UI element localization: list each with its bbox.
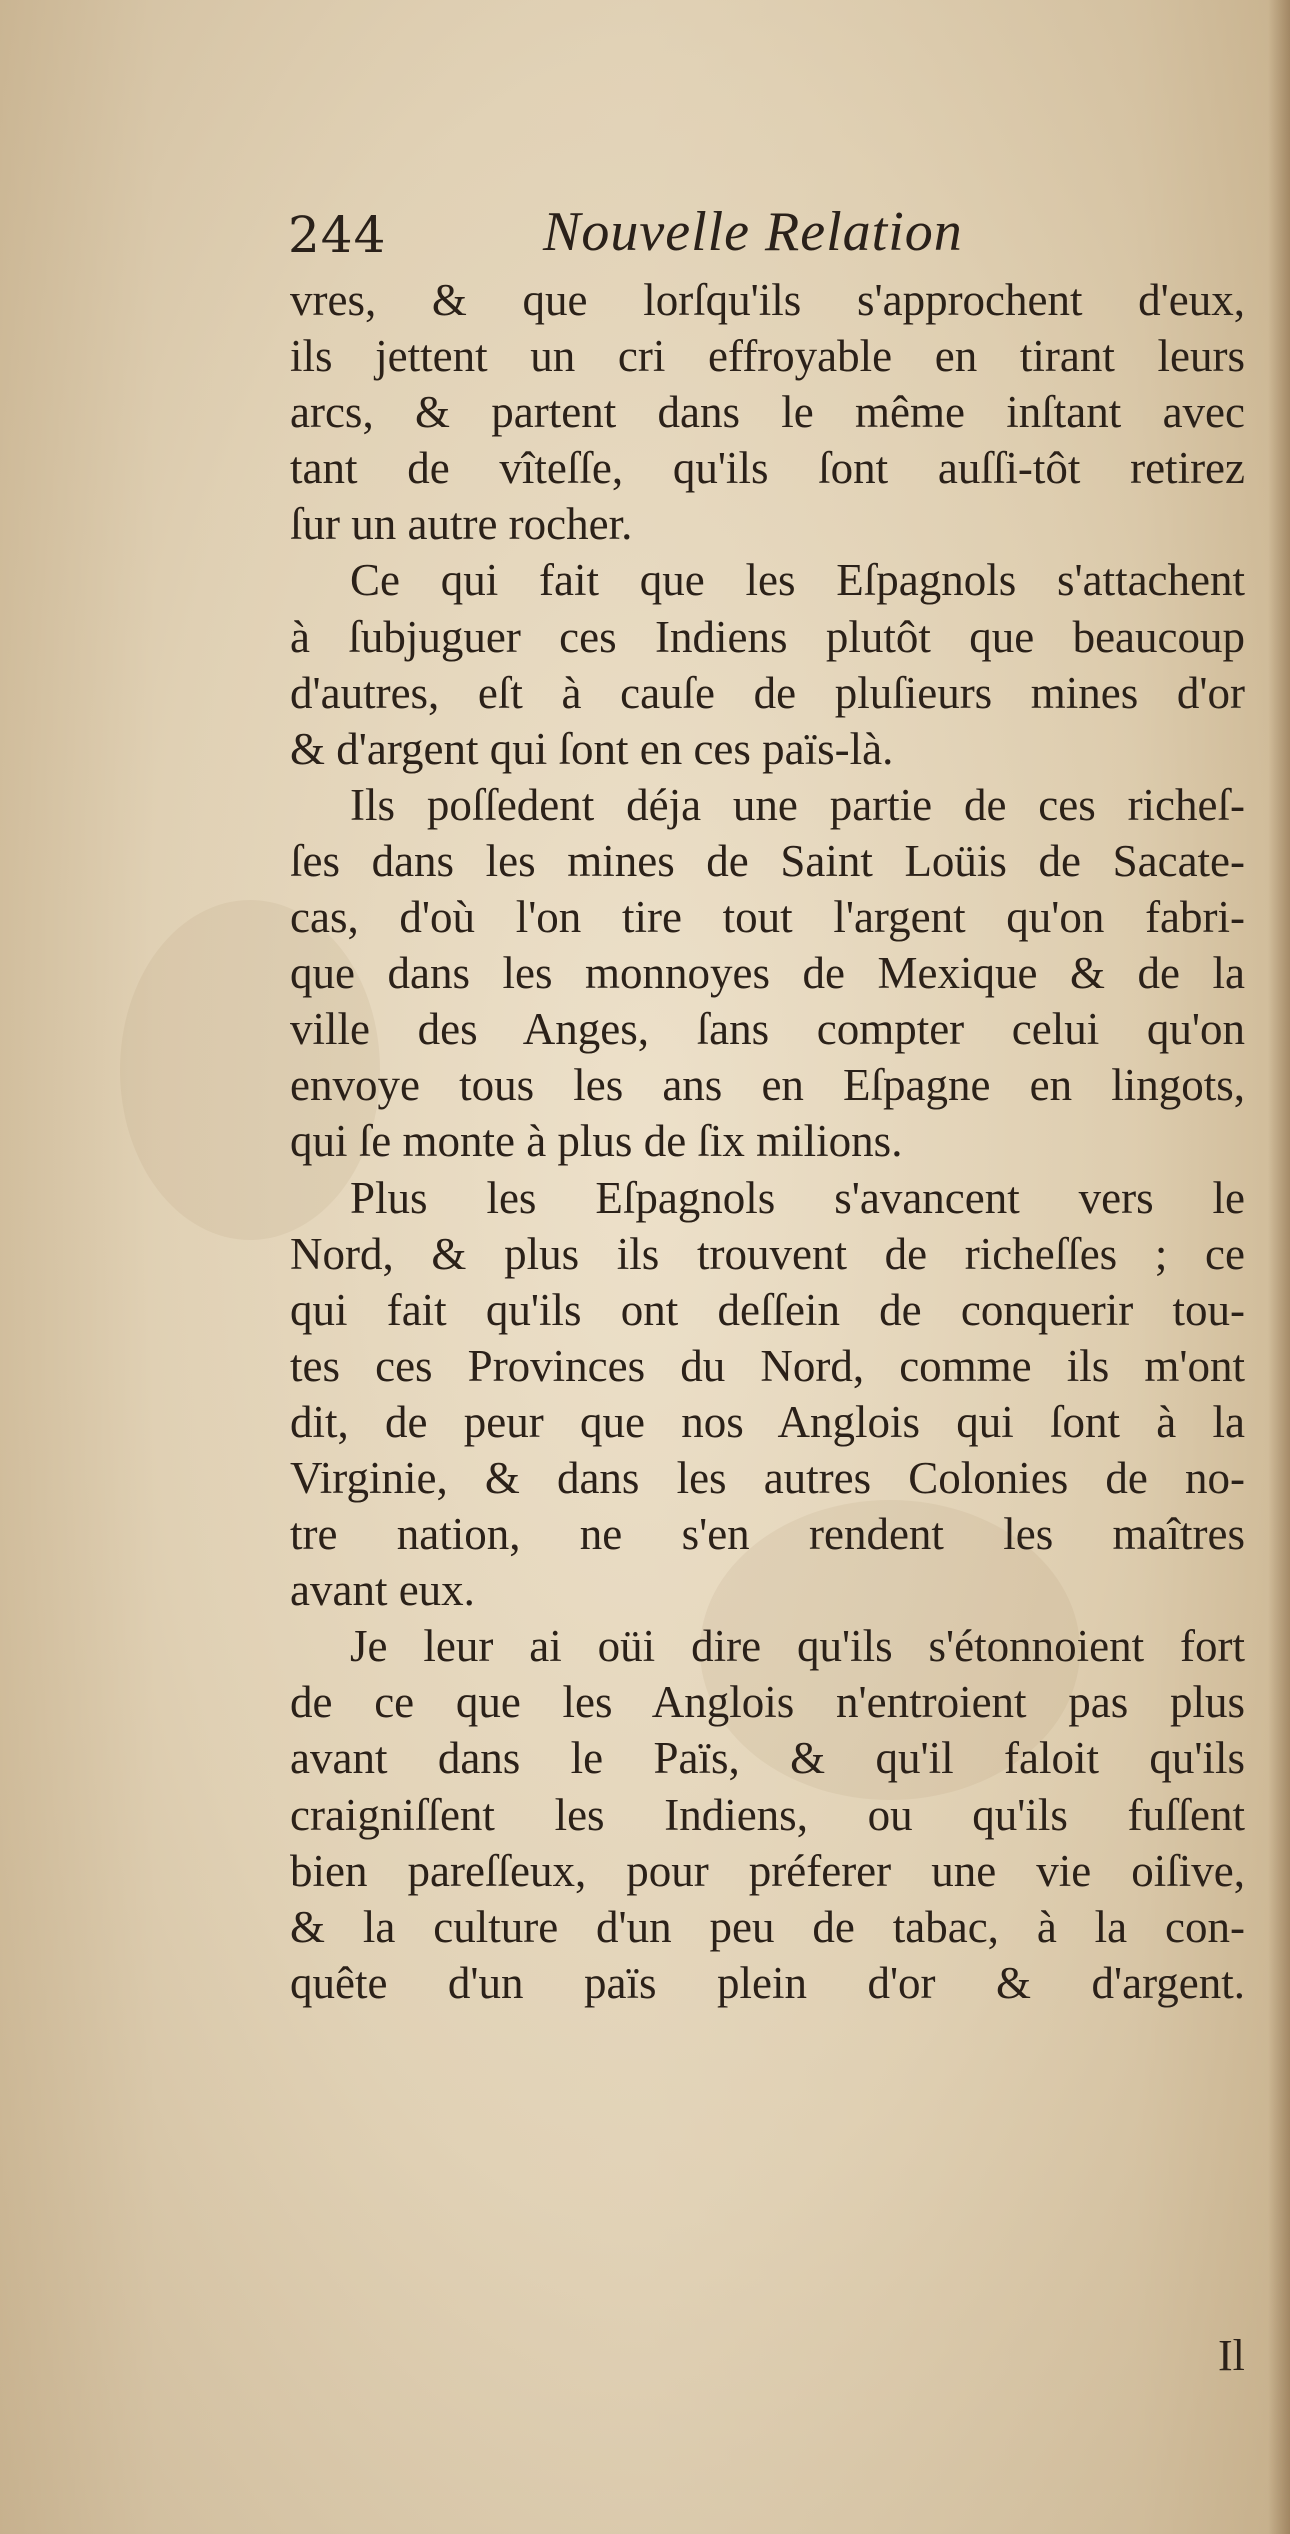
text-line: que dans les monnoyes de Mexique & de la (290, 948, 1245, 999)
text-line: craigniſſent les Indiens, ou qu'ils fuſſent (290, 1789, 1245, 1840)
text-line: Ce qui fait que les Eſpagnols s'attachent (350, 555, 1245, 606)
text-line: envoye tous les ans en Eſpagne en lingots, (290, 1060, 1245, 1111)
text-line: tant de vîteſſe, qu'ils ſont auſſi-tôt retirez (290, 443, 1245, 494)
catchword: Il (1218, 2331, 1245, 2380)
page-edge-shadow (1268, 0, 1290, 2534)
text-line: ſes dans les mines de Saint Loüis de Sacate- (290, 835, 1245, 886)
text-line: qui fait qu'ils ont deſſein de conquerir tou- (290, 1284, 1245, 1335)
text-line: qui ſe monte à plus de ſix milions. (290, 1116, 903, 1167)
text-line: & la culture d'un peu de tabac, à la con- (290, 1901, 1245, 1952)
text-line: tre nation, ne s'en rendent les maîtres (290, 1509, 1245, 1560)
text-line: Nord, & plus ils trouvent de richeſſes ; ce (290, 1228, 1245, 1279)
text-line: & d'argent qui ſont en ces païs-là. (290, 723, 894, 774)
text-line: d'autres, eſt à cauſe de pluſieurs mines d'or (290, 667, 1245, 718)
text-line: tes ces Provinces du Nord, comme ils m'ont (290, 1340, 1245, 1391)
text-line: ville des Anges, ſans compter celui qu'on (290, 1004, 1245, 1055)
text-line: vres, & que lorſqu'ils s'approchent d'eux, (290, 275, 1245, 325)
text-line: Plus les Eſpagnols s'avancent vers le (350, 1172, 1245, 1223)
text-line: de ce que les Anglois n'entroient pas plus (290, 1677, 1245, 1728)
text-line: avant dans le Païs, & qu'il faloit qu'ils (290, 1733, 1245, 1784)
text-line: Virginie, & dans les autres Colonies de no- (290, 1452, 1245, 1503)
text-line: dit, de peur que nos Anglois qui ſont à la (290, 1396, 1245, 1447)
text-line: cas, d'où l'on tire tout l'argent qu'on fabri- (290, 892, 1245, 943)
text-line: Ils poſſedent déja une partie de ces richeſ- (350, 779, 1245, 830)
text-line: à ſubjuguer ces Indiens plutôt que beaucoup (290, 611, 1245, 662)
page-number: 244 (288, 206, 387, 264)
text-line: ils jettent un cri effroyable en tirant leurs (290, 331, 1245, 382)
text-line: bien pareſſeux, pour préferer une vie oiſive, (290, 1845, 1245, 1896)
body-text (290, 272, 1245, 2011)
running-head (288, 200, 1048, 270)
text-line: quête d'un païs plein d'or & d'argent. (290, 1957, 1245, 2008)
text-line: Je leur ai oüi dire qu'ils s'étonnoient fort (350, 1621, 1245, 1672)
text-line: avant eux. (290, 1565, 475, 1616)
text-line: ſur un autre rocher. (290, 499, 633, 550)
running-title: Nouvelle Relation (543, 201, 963, 263)
text-line: arcs, & partent dans le même inſtant avec (290, 387, 1245, 438)
